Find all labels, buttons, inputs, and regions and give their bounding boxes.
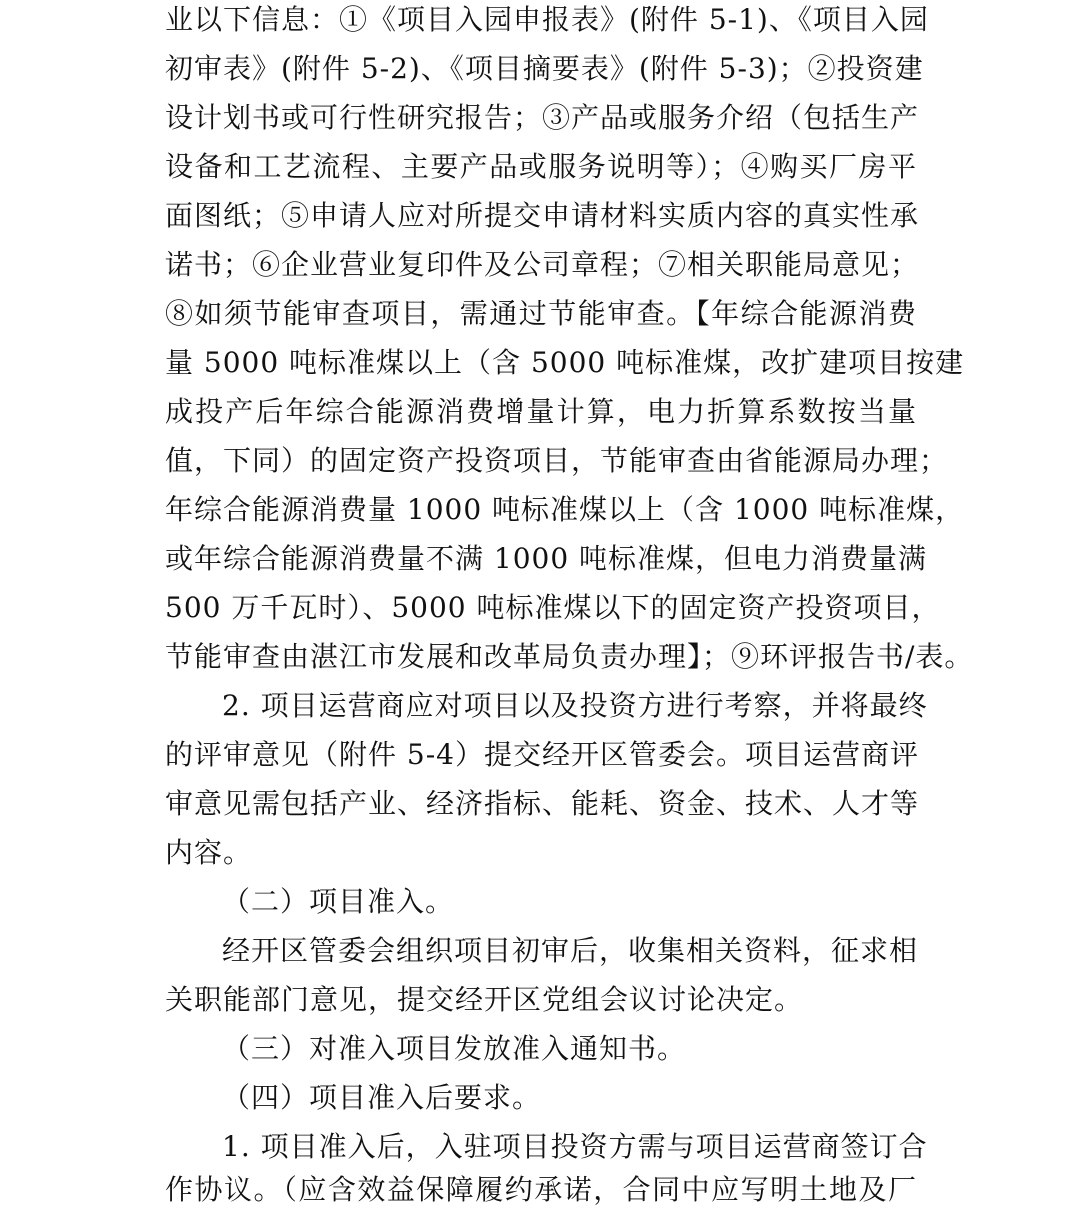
text-line: 的评审意见（附件 5-4）提交经开区管委会。项目运营商评	[165, 738, 919, 771]
text-line: 初审表》(附件 5-2)、《项目摘要表》(附件 5-3)；②投资建	[165, 52, 924, 85]
text-line: 关职能部门意见，提交经开区党组会议讨论决定。	[165, 983, 804, 1016]
text-line: 成投产后年综合能源消费增量计算，电力折算系数按当量	[165, 395, 917, 428]
text-line: 或年综合能源消费量不满 1000 吨标准煤，但电力消费量满	[165, 542, 928, 575]
section-heading: （四）项目准入后要求。	[222, 1081, 542, 1114]
text-line: ⑧如须节能审查项目，需通过节能审查。【年综合能源消费	[165, 297, 917, 330]
text-line: 1. 项目准入后，入驻项目投资方需与项目运营商签订合	[222, 1130, 928, 1163]
text-line: 设备和工艺流程、主要产品或服务说明等）；④购买厂房平	[165, 150, 917, 183]
text-line: 业以下信息：①《项目入园申报表》(附件 5-1)、《项目入园	[165, 3, 929, 36]
text-line: 面图纸；⑤申请人应对所提交申请材料实质内容的真实性承	[165, 199, 920, 232]
text-line: 2. 项目运营商应对项目以及投资方进行考察，并将最终	[222, 689, 928, 722]
text-line: 经开区管委会组织项目初审后，收集相关资料，征求相	[222, 934, 919, 967]
text-line: 内容。	[165, 836, 253, 869]
text-line: 审意见需包括产业、经济指标、能耗、资金、技术、人才等	[165, 787, 920, 820]
text-line: 量 5000 吨标准煤以上（含 5000 吨标准煤，改扩建项目按建	[165, 346, 965, 379]
section-heading: （三）对准入项目发放准入通知书。	[222, 1032, 687, 1065]
text-line: 作协议。（应含效益保障履约承诺，合同中应写明土地及厂	[165, 1173, 917, 1206]
text-line: 500 万千瓦时）、5000 吨标准煤以下的固定资产投资项目，	[165, 591, 941, 624]
text-line: 节能审查由湛江市发展和改革局负责办理】；⑨环评报告书/表。	[165, 640, 974, 673]
text-line: 值，下同）的固定资产投资项目，节能审查由省能源局办理；	[165, 444, 949, 477]
text-line: 设计划书或可行性研究报告；③产品或服务介绍（包括生产	[165, 101, 920, 134]
section-heading: （二）项目准入。	[222, 885, 455, 918]
text-line: 年综合能源消费量 1000 吨标准煤以上（含 1000 吨标准煤，	[165, 493, 965, 526]
text-line: 诺书；⑥企业营业复印件及公司章程；⑦相关职能局意见；	[165, 248, 920, 281]
